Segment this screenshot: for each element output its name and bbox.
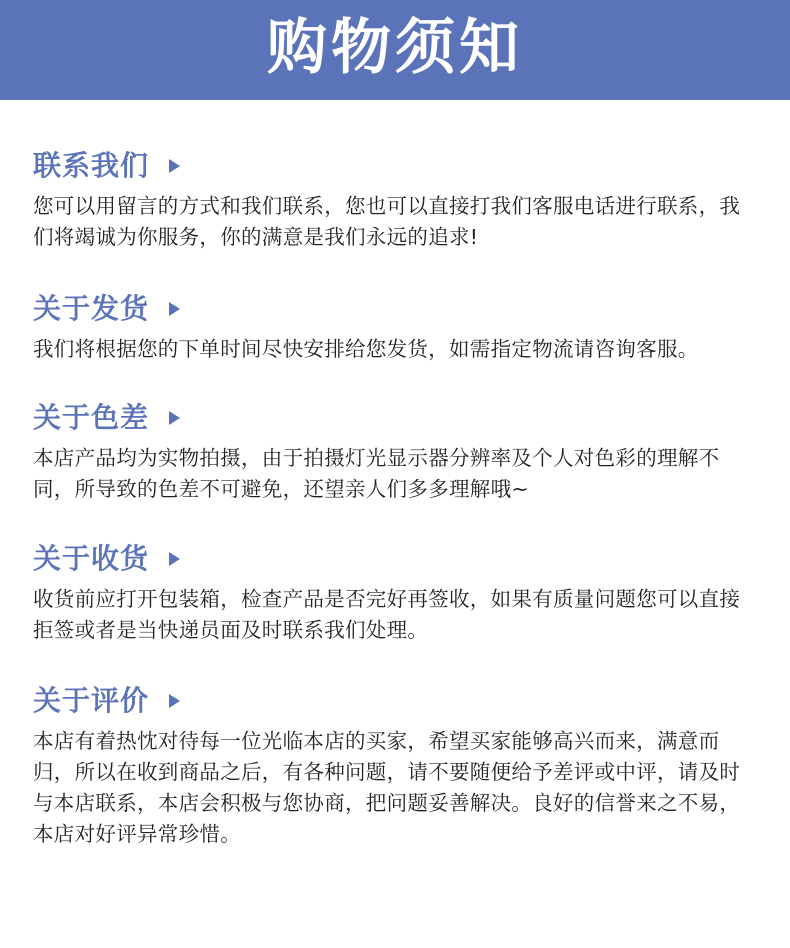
section-body-text: 您可以用留言的方式和我们联系，您也可以直接打我们客服电话进行联系，我们将竭诚为你服务，你的满意是我们永远的追求! xyxy=(33,194,741,249)
triangle-right-icon xyxy=(169,302,180,316)
section-heading-text: 关于收货 xyxy=(33,542,150,575)
section-heading-text: 关于评价 xyxy=(33,684,150,717)
section-receiving-goods xyxy=(33,541,745,646)
section-heading xyxy=(33,541,745,577)
section-contact-us xyxy=(33,148,745,253)
section-heading-text: 联系我们 xyxy=(33,149,150,182)
section-heading xyxy=(33,400,745,436)
section-heading-text: 关于发货 xyxy=(33,292,150,325)
section-heading xyxy=(33,291,745,327)
section-reviews xyxy=(33,683,745,850)
section-heading xyxy=(33,683,745,719)
section-body-text: 本店有着热忱对待每一位光临本店的买家，希望买家能够高兴而来，满意而归，所以在收到商品之后，有各种问题，请不要随便给予差评或中评，请及时与本店联系，本店会积极与您协商，把问题妥善解决。良好的信誉来之不易，本店对好评异常珍惜。 xyxy=(33,729,741,846)
section-body-text: 收货前应打开包装箱，检查产品是否完好再签收，如果有质量问题您可以直接拒签或者是当快递员面及时联系我们处理。 xyxy=(33,587,741,642)
page-title: 购物须知 xyxy=(267,13,523,83)
section-body-text: 本店产品均为实物拍摄，由于拍摄灯光显示器分辨率及个人对色彩的理解不同，所导致的色差不可避免，还望亲人们多多理解哦~ xyxy=(33,446,720,501)
header-banner xyxy=(0,0,790,100)
section-body-text: 我们将根据您的下单时间尽快安排给您发货，如需指定物流请咨询客服。 xyxy=(33,337,699,361)
triangle-right-icon xyxy=(169,411,180,425)
section-shipping xyxy=(33,291,745,365)
section-heading-text: 关于色差 xyxy=(33,401,150,434)
triangle-right-icon xyxy=(169,159,180,173)
triangle-right-icon xyxy=(169,694,180,708)
section-color-difference xyxy=(33,400,745,505)
section-heading xyxy=(33,148,745,184)
triangle-right-icon xyxy=(169,552,180,566)
